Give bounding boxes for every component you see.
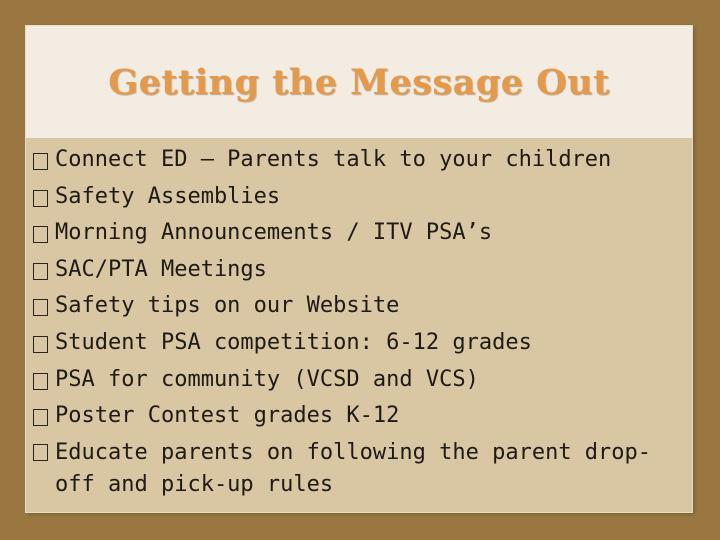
bullet-item xyxy=(32,142,690,179)
bullet-item xyxy=(32,398,690,435)
title-band xyxy=(26,26,692,138)
bullet-item xyxy=(32,179,690,216)
bullet-text: Connect ED – Parents talk to your children xyxy=(55,147,612,172)
bullet-text: Safety tips on our Website xyxy=(55,293,400,319)
bullet-text: Student PSA competition: 6-12 grades xyxy=(55,329,532,355)
bullet-item xyxy=(32,288,690,325)
bullet-list xyxy=(32,142,690,501)
bullet-text: SAC/PTA Meetings xyxy=(55,256,267,282)
slide-title: Getting the Message Out xyxy=(108,62,610,103)
bullet-box-icon xyxy=(33,263,48,280)
bullet-box-icon xyxy=(33,226,48,243)
bullet-item xyxy=(32,435,690,501)
bullet-box-icon xyxy=(33,336,48,353)
bullet-box-icon xyxy=(33,373,48,390)
bullet-text: Educate parents on following the parent drop-off and pick-up rules xyxy=(55,439,652,497)
bullet-box-icon xyxy=(33,409,48,426)
bullet-item xyxy=(32,362,690,399)
bullet-text: Poster Contest grades K-12 xyxy=(55,403,400,429)
slide xyxy=(26,26,692,512)
bullet-item xyxy=(32,215,690,252)
bullet-box-icon xyxy=(33,299,48,316)
bullet-box-icon xyxy=(33,153,48,170)
bullet-item xyxy=(32,252,690,289)
bullet-box-icon xyxy=(33,444,48,461)
bullet-text: PSA for community (VCSD and VCS) xyxy=(55,366,479,392)
bullet-text: Morning Announcements / ITV PSA’s xyxy=(55,220,493,246)
bullet-item xyxy=(32,325,690,362)
bullet-box-icon xyxy=(33,190,48,207)
bullet-text: Safety Assemblies xyxy=(55,183,281,209)
